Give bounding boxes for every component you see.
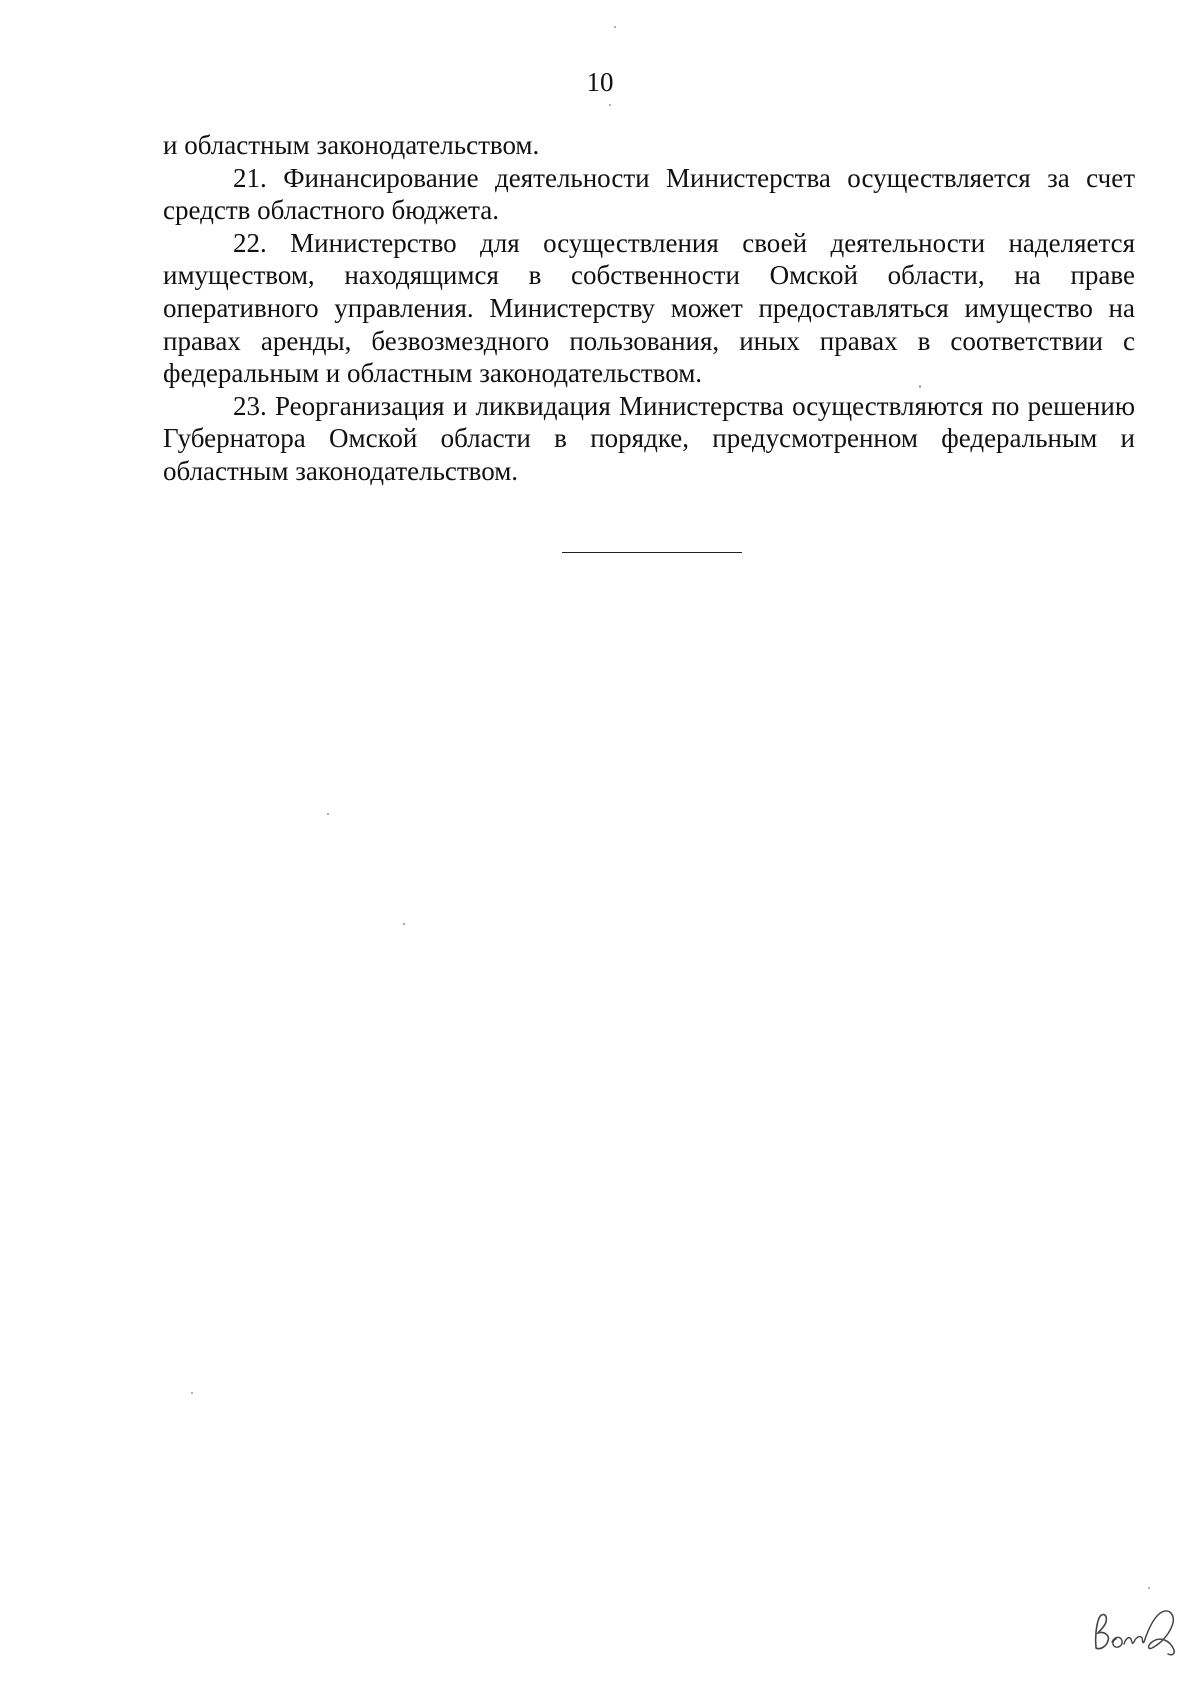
document-body bbox=[163, 129, 1135, 488]
paragraph-22: 22. Министерство для осуществления своей деятельности наделяется имуществом, находящимся в собственности Омской области, на праве оперативного управления. Министерству может предоставляться имущество на правах аренды, безвозмездного пользования, иных правах в соответствии с федеральным и областным законодательством. bbox=[163, 227, 1135, 389]
scan-speck bbox=[327, 813, 329, 815]
paragraph-continuation: и областным законодательством. bbox=[163, 130, 540, 160]
paragraph-21: 21. Финансирование деятельности Министерства осуществляется за счет средств областного бюджета. bbox=[163, 162, 1135, 226]
scan-speck bbox=[403, 923, 405, 925]
end-rule bbox=[562, 552, 742, 553]
scan-speck bbox=[191, 1392, 193, 1394]
scan-speck bbox=[1148, 1587, 1150, 1589]
scan-speck bbox=[609, 104, 611, 106]
handwritten-initials-mark bbox=[1090, 1604, 1180, 1660]
scan-speck bbox=[614, 26, 616, 28]
paragraph-23: 23. Реорганизация и ликвидация Министерства осуществляются по решению Губернатора Омской области в порядке, предусмотренном федеральным и областным законодательством. bbox=[163, 390, 1135, 486]
scan-speck bbox=[919, 385, 921, 388]
page-number: 10 bbox=[586, 67, 614, 97]
